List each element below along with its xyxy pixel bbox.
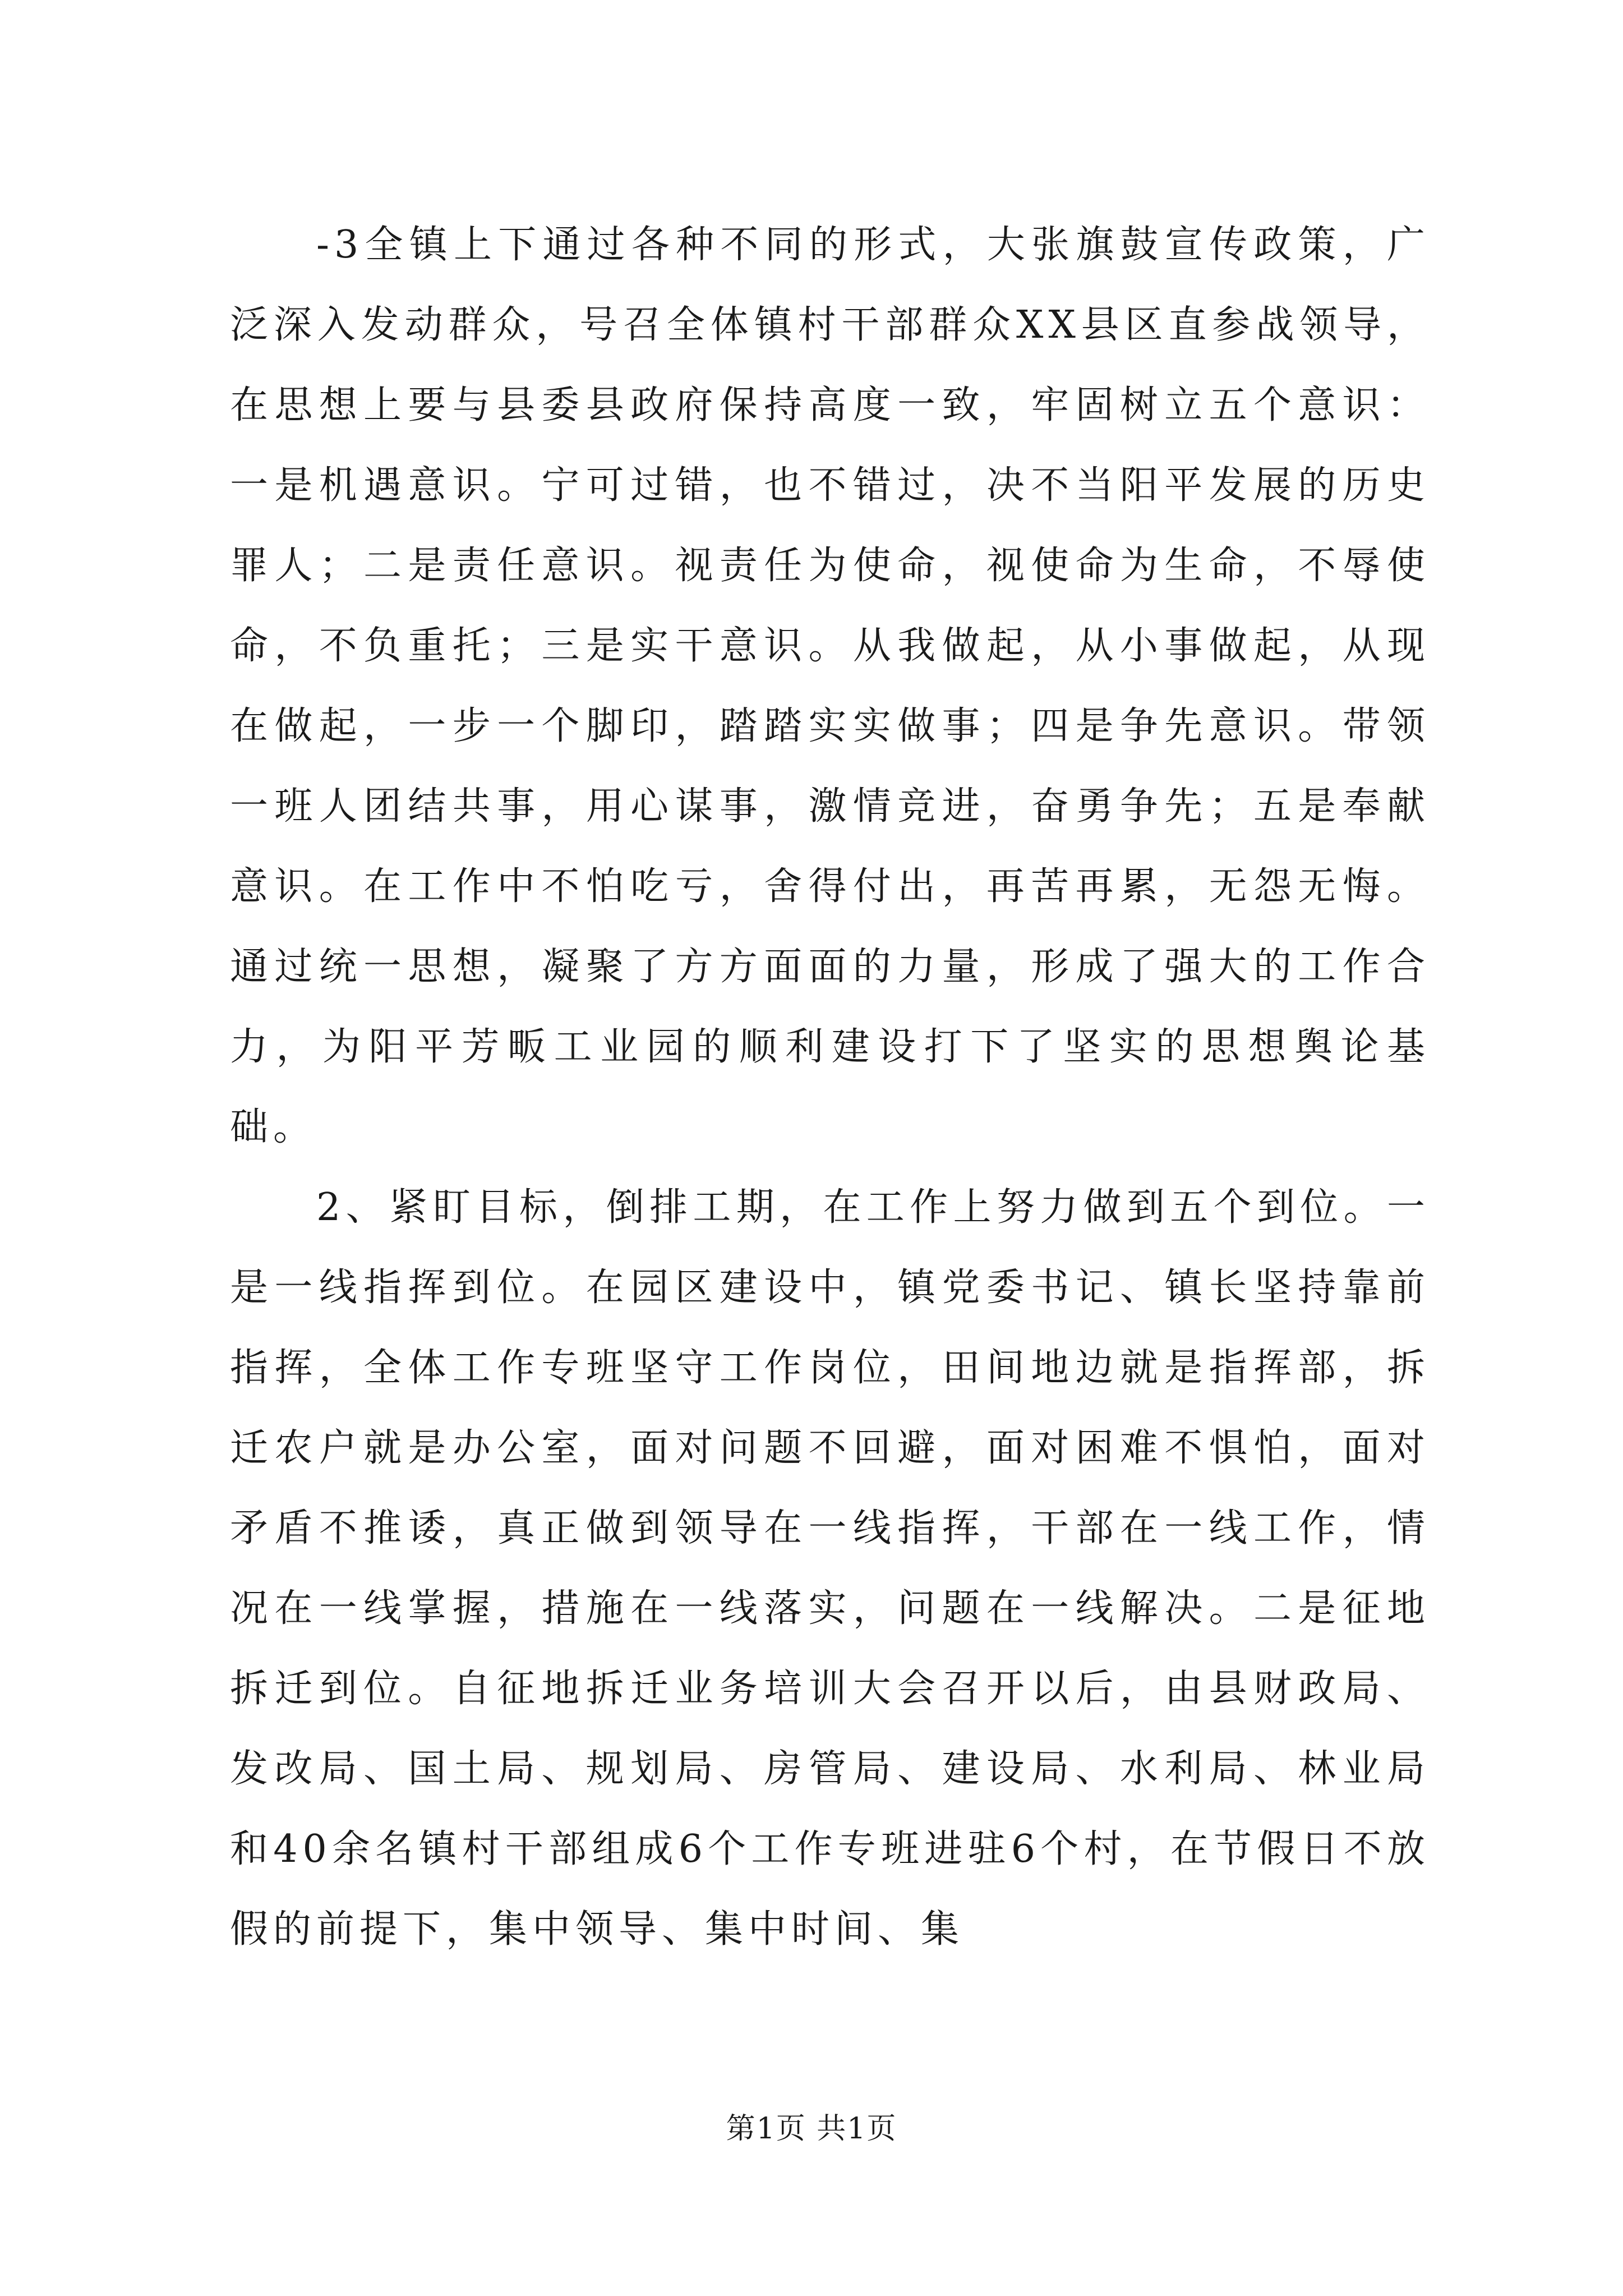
- document-body: [230, 205, 1430, 1970]
- paragraph-2: 2、紧盯目标，倒排工期，在工作上努力做到五个到位。一是一线指挥到位。在园区建设中，镇党委书记、镇长坚持靠前指挥，全体工作专班坚守工作岗位，田间地边就是指挥部，拆迁农户就是办公室，面对问题不回避，面对困难不惧怕，面对矛盾不推诿，真正做到领导在一线指挥，干部在一线工作，情况在一线掌握，措施在一线落实，问题在一线解决。二是征地拆迁到位。自征地拆迁业务培训大会召开以后，由县财政局、发改局、国土局、规划局、房管局、建设局、水利局、林业局和40余名镇村干部组成6个工作专班进驻6个村，在节假日不放假的前提下，集中领导、集中时间、集: [230, 1185, 1430, 1952]
- page-footer: [0, 2109, 1623, 2148]
- paragraph-1: -3全镇上下通过各种不同的形式，大张旗鼓宣传政策，广泛深入发动群众，号召全体镇村干部群众XX县区直参战领导，在思想上要与县委县政府保持高度一致，牢固树立五个意识：一是机遇意识。宁可过错，也不错过，决不当阳平发展的历史罪人；二是责任意识。视责任为使命，视使命为生命，不辱使命，不负重托；三是实干意识。从我做起，从小事做起，从现在做起，一步一个脚印，踏踏实实做事；四是争先意识。带领一班人团结共事，用心谋事，激情竞进，奋勇争先；五是奉献意识。在工作中不怕吃亏，舍得付出，再苦再累，无怨无悔。通过统一思想，凝聚了方方面面的力量，形成了强大的工作合力，为阳平芳畈工业园的顺利建设打下了坚实的思想舆论基础。: [230, 223, 1430, 1149]
- page-number-label: 第1页 共1页: [726, 2112, 897, 2146]
